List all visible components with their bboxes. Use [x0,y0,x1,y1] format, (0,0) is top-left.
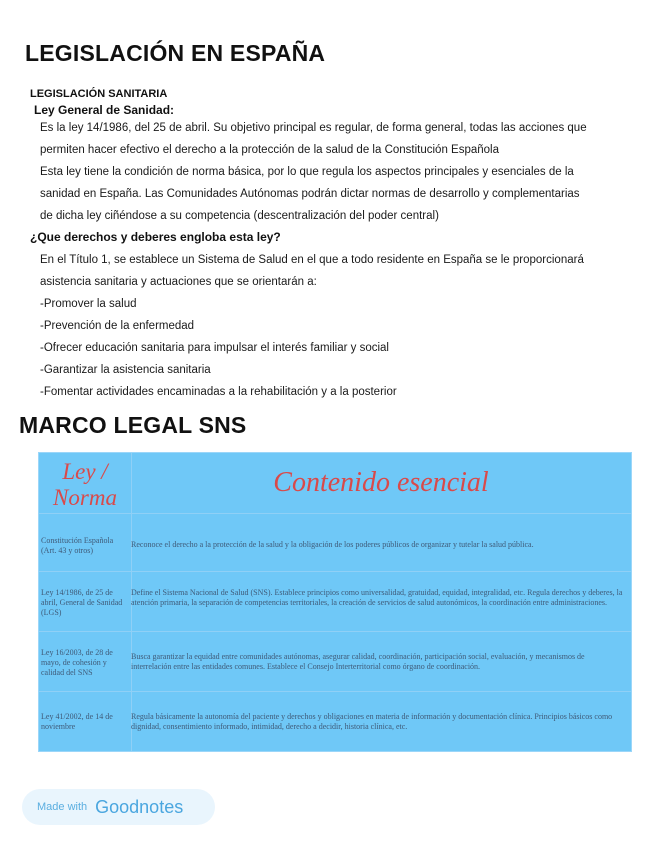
cell-contenido: Define el Sistema Nacional de Salud (SNS). Establece principios como universalidad, gratuidad, equidad, integralidad, etc. Regula derechos y deberes, la atención primaria, la separación de competencias territoriales, la creación de servicios de salud autonómicos, la coordinación entre administraciones. [131,588,623,607]
table-row [39,571,631,632]
cell-contenido: Regula básicamente la autonomía del paciente y derechos y obligaciones en materia de información y documentación clínica. Principios básicos como dignidad, consentimiento informado, intimidad, derecho a decidir, historia clínica, etc. [131,712,613,731]
cell-norma: Constitución Española (Art. 43 y otros) [41,536,114,555]
table-header-contenido: Contenido esencial [273,467,489,498]
table-header-norma: Ley / Norma [53,459,117,510]
ley-heading: Ley General de Sanidad: [34,103,175,117]
list-item: -Prevención de la enfermedad [40,320,195,332]
cell-norma: Ley 41/2002, de 14 de noviembre [41,712,113,731]
cell-contenido: Reconoce el derecho a la protección de la salud y la obligación de los poderes públicos de organizar y tutelar la salud pública. [131,540,534,549]
question-heading: ¿Que derechos y deberes engloba esta ley? [30,230,281,244]
table-row [39,631,631,692]
list-item: -Fomentar actividades encaminadas a la rehabilitación y a la posterior [40,386,397,398]
legal-table [38,452,632,752]
cell-contenido: Busca garantizar la equidad entre comunidades autónomas, asegurar calidad, coordinación, participación social, evaluación, y mecanismos de interrelación entre las entidades comunes. Establece el Consejo Interterritorial como órgano de coordinación. [131,652,585,671]
paragraph-line: En el Título 1, se establece un Sistema de Salud en el que a todo residente en España se le proporcionará [40,254,584,266]
page-title: LEGISLACIÓN EN ESPAÑA [25,40,326,66]
list-item: -Promover la salud [40,298,137,310]
goodnotes-logo: Goodnotes [95,796,184,817]
list-item: -Garantizar la asistencia sanitaria [40,364,211,376]
paragraph-line: de dicha ley ciñéndose a su competencia (descentralización del poder central) [40,210,439,222]
paragraph-line: asistencia sanitaria y actuaciones que se orientarán a: [40,276,317,288]
table-row [39,513,631,572]
paragraph-line: Es la ley 14/1986, del 25 de abril. Su objetivo principal es regular, de forma general, todas las acciones que [40,122,587,134]
paragraph-line: permiten hacer efectivo el derecho a la protección de la salud de la Constitución Española [40,144,500,156]
paragraph-line: sanidad en España. Las Comunidades Autónomas podrán dictar normas de desarrollo y complementarias [40,188,580,200]
paragraph-line: Esta ley tiene la condición de norma básica, por lo que regula los aspectos principales y esenciales de la [40,166,574,178]
badge-made-with: Made with [37,801,88,813]
cell-norma: Ley 16/2003, de 28 de mayo, de cohesión y calidad del SNS [41,648,113,677]
list-item: -Ofrecer educación sanitaria para impulsar el interés familiar y social [40,342,389,354]
section-subtitle: LEGISLACIÓN SANITARIA [30,88,168,100]
table-row [39,691,631,752]
goodnotes-badge[interactable] [22,789,215,825]
section-title: MARCO LEGAL SNS [19,412,247,438]
cell-norma: Ley 14/1986, de 25 de abril, General de Sanidad (LGS) [41,588,123,617]
